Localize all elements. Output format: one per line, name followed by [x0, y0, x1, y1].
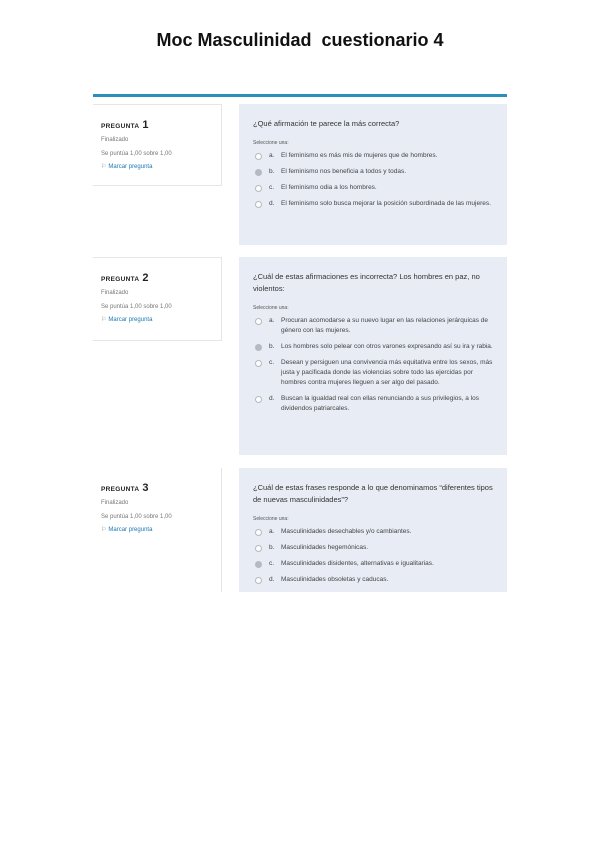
radio-button-selected[interactable] [255, 561, 262, 568]
question-text: ¿Cuál de estas afirmaciones es incorrecta? Los hombres en paz, no violentos: [253, 272, 480, 293]
option-text: Masculinidades hegemónicas. [281, 544, 369, 551]
question-label-text: PREGUNTA [101, 486, 140, 493]
option-letter: a. [269, 317, 275, 324]
option-text: Los hombres solo pelear con otros varones expresando así su ira y rabia. [281, 343, 493, 350]
radio-button[interactable] [255, 529, 262, 536]
question-state: Finalizado [101, 500, 129, 506]
question-info [93, 257, 222, 341]
question-number: 2 [142, 272, 149, 284]
question-label [101, 119, 221, 131]
flag-question-link[interactable] [101, 316, 221, 323]
question-2 [93, 257, 507, 455]
answer-option[interactable] [253, 183, 495, 193]
radio-button[interactable] [255, 396, 262, 403]
flag-icon: ⚐ [101, 164, 107, 170]
radio-button[interactable] [255, 318, 262, 325]
option-letter: c. [269, 359, 275, 366]
question-text: ¿Cuál de estas frases responde a lo que denominamos “diferentes tipos de nuevas masculinidades”? [253, 483, 493, 504]
option-letter: a. [269, 152, 275, 159]
flag-icon: ⚐ [101, 527, 107, 533]
question-content [239, 104, 507, 245]
answer-option[interactable] [253, 316, 495, 336]
answer-option[interactable] [253, 199, 495, 209]
answer-options [253, 151, 495, 209]
radio-button-selected[interactable] [255, 169, 262, 176]
radio-button[interactable] [255, 153, 262, 160]
option-letter: b. [269, 168, 275, 175]
question-content [239, 468, 507, 592]
option-text: Masculinidades desechables y/o cambiantes. [281, 528, 412, 535]
option-text: Desean y persiguen una convivencia más equitativa entre los sexos, más justa y pacificada donde las violencias sobre todo las ejercidas por hombres contra mujeres lleguen a ser algo del pasado. [281, 359, 493, 386]
radio-button[interactable] [255, 201, 262, 208]
option-letter: d. [269, 200, 275, 207]
question-points: Se puntúa 1,00 sobre 1,00 [101, 151, 172, 157]
document-title: Moc Masculinidad cuestionario 4 [156, 30, 444, 50]
radio-button[interactable] [255, 360, 262, 367]
option-letter: d. [269, 395, 275, 402]
answer-options [253, 316, 495, 414]
option-letter: c. [269, 560, 275, 567]
question-number: 3 [142, 482, 149, 494]
flag-icon: ⚐ [101, 317, 107, 323]
option-text: Masculinidades obsoletas y caducas. [281, 576, 389, 583]
answer-options [253, 527, 495, 585]
flag-label: Marcar pregunta [108, 316, 153, 323]
answer-prompt: Seleccione una: [253, 140, 289, 146]
option-text: Buscan la igualdad real con ellas renunciando a sus privilegios, a los dividendos patriarcales. [281, 395, 480, 412]
option-letter: d. [269, 576, 275, 583]
answer-prompt: Seleccione una: [253, 305, 289, 311]
question-label-text: PREGUNTA [101, 276, 140, 283]
radio-button[interactable] [255, 545, 262, 552]
question-info [93, 104, 222, 186]
answer-option[interactable] [253, 342, 495, 352]
option-letter: b. [269, 343, 275, 350]
question-label-text: PREGUNTA [101, 123, 140, 130]
question-content [239, 257, 507, 455]
option-text: Procuran acomodarse a su nuevo lugar en las relaciones jerárquicas de género con las mujeres. [281, 317, 489, 334]
option-letter: c. [269, 184, 275, 191]
option-text: El feminismo nos beneficia a todos y todas. [281, 168, 407, 175]
answer-option[interactable] [253, 543, 495, 553]
question-label [101, 482, 221, 494]
option-text: Masculinidades disidentes, alternativas e igualitarias. [281, 560, 434, 567]
answer-option[interactable] [253, 151, 495, 161]
question-points: Se puntúa 1,00 sobre 1,00 [101, 304, 172, 310]
question-info [93, 468, 221, 544]
flag-question-link[interactable] [101, 526, 221, 533]
question-3 [93, 468, 507, 592]
answer-option[interactable] [253, 559, 495, 569]
answer-option[interactable] [253, 527, 495, 537]
option-text: El feminismo solo busca mejorar la posición subordinada de las mujeres. [281, 200, 491, 207]
radio-button[interactable] [255, 577, 262, 584]
option-text: El feminismo es más mis de mujeres que de hombres. [281, 152, 438, 159]
question-number: 1 [142, 119, 149, 131]
question-label [101, 272, 221, 284]
option-text: El feminismo odia a los hombres. [281, 184, 377, 191]
answer-option[interactable] [253, 167, 495, 177]
question-points: Se puntúa 1,00 sobre 1,00 [101, 514, 172, 520]
radio-button-selected[interactable] [255, 344, 262, 351]
radio-button[interactable] [255, 185, 262, 192]
top-divider [93, 94, 507, 97]
flag-label: Marcar pregunta [108, 163, 153, 170]
option-letter: b. [269, 544, 275, 551]
question-text: ¿Qué afirmación te parece la más correcta? [253, 119, 400, 128]
option-letter: a. [269, 528, 275, 535]
answer-option[interactable] [253, 575, 495, 585]
question-state: Finalizado [101, 137, 129, 143]
question-state: Finalizado [101, 290, 129, 296]
answer-option[interactable] [253, 358, 495, 388]
question-1 [93, 104, 507, 245]
answer-prompt: Seleccione una: [253, 516, 289, 522]
flag-label: Marcar pregunta [108, 526, 153, 533]
flag-question-link[interactable] [101, 163, 221, 170]
answer-option[interactable] [253, 394, 495, 414]
